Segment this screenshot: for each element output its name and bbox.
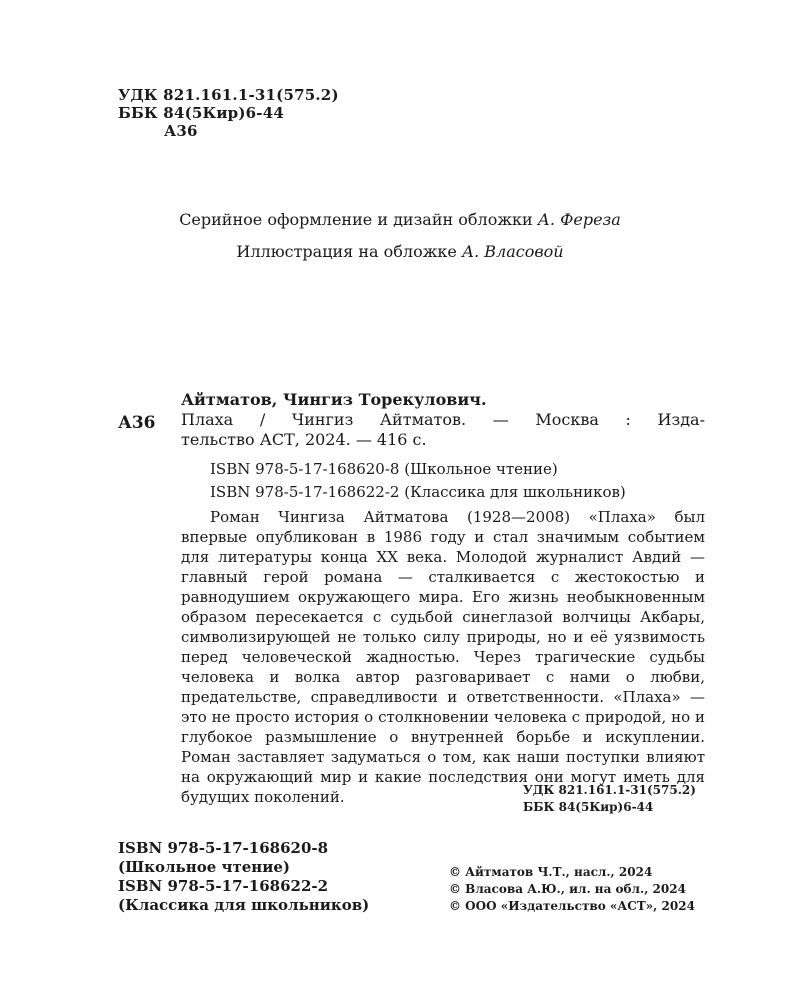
- author-heading: Айтматов, Чингиз Торекулович.: [181, 390, 487, 409]
- classification-block-bottom: [523, 782, 696, 816]
- copyright-line-2: © Власова А.Ю., ил. на обл., 2024: [449, 882, 686, 896]
- isbn-bottom-1: ISBN 978-5-17-168620-8: [118, 839, 329, 857]
- illustration-text: Иллюстрация на обложке: [236, 242, 462, 261]
- bbk-code-bottom: ББК 84(5Кир)6-44: [523, 800, 654, 814]
- title-line-1: Плаха / Чингиз Айтматов. — Москва : Изда-: [181, 410, 705, 429]
- isbn-classics: ISBN 978-5-17-168622-2 (Классика для школьников): [210, 483, 626, 501]
- isbn-bottom-2: ISBN 978-5-17-168622-2: [118, 877, 329, 895]
- copyright-line-3: © ООО «Издательство «АСТ», 2024: [449, 899, 695, 913]
- isbn-block-bottom: [118, 839, 369, 915]
- isbn-school-reading: ISBN 978-5-17-168620-8 (Школьное чтение): [210, 460, 558, 478]
- copyright-line-1: © Айтматов Ч.Т., насл., 2024: [449, 865, 653, 879]
- series-design-text: Серийное оформление и дизайн обложки: [179, 210, 538, 229]
- bbk-code: ББК 84(5Кир)6-44: [118, 104, 285, 122]
- series-bottom-1: (Школьное чтение): [118, 858, 291, 876]
- catalog-code: А36: [118, 413, 156, 433]
- series-bottom-2: (Классика для школьников): [118, 896, 370, 914]
- copyright-block: [449, 864, 695, 915]
- abstract-paragraph: Роман Чингиза Айтматова (1928—2008) «Плаха» был впервые опубликован в 1986 году и стал значимым событием для литературы конца XX века. Молодой журналист Авдий — главный герой романа — сталкивается с жестокостью и равнодушием окружающего мира. Его жизнь необыкновенным образом пересекается с судьбой синеглазой волчицы Акбары, символизирующей не только силу природы, но и её уязвимость перед человеческой жадностью. Через трагические судьбы человека и волка автор разговаривает с нами о любви, предательстве, справедливости и ответственности. «Плаха» — это не просто история о столкновении человека с природой, но и глубокое размышление о внутренней борьбе и искуплении. Роман заставляет задуматься о том, как наши поступки влияют на окружающий мир и какие последствия они могут иметь для будущих поколений.: [181, 508, 705, 806]
- title-statement: [181, 410, 705, 450]
- title-line-2: тельство АСТ, 2024. — 416 с.: [181, 430, 427, 449]
- classification-block-top: [118, 86, 339, 140]
- series-design-name: А. Фереза: [537, 210, 621, 229]
- illustration-name: А. Власовой: [461, 242, 564, 261]
- series-design-credit: [0, 210, 800, 230]
- author-mark: А36: [164, 122, 198, 140]
- udk-code-bottom: УДК 821.161.1-31(575.2): [523, 783, 696, 797]
- udk-code: УДК 821.161.1-31(575.2): [118, 86, 339, 104]
- illustration-credit: [0, 242, 800, 262]
